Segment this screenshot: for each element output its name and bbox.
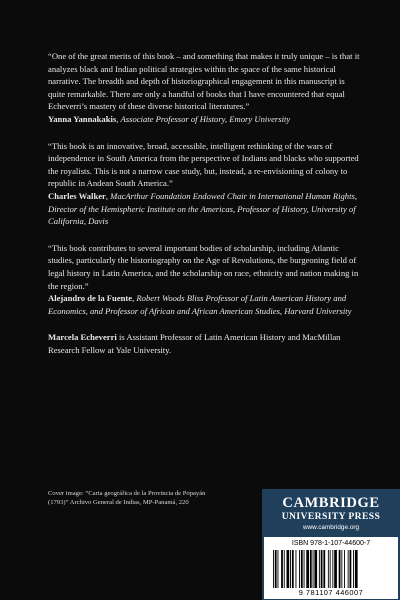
endorser-role: MacArthur Foundation Endowed Chair in International Human Rights, Director of the Hemispheric Institute on the Americas, Professor of History, University of California, Davis [48, 190, 357, 227]
isbn-barcode-panel [264, 537, 398, 599]
quote-attribution: Yanna Yannakakis, Associate Professor of History, Emory University [48, 113, 291, 124]
barcode-bar [341, 550, 342, 588]
barcode-bar [339, 550, 341, 588]
barcode-bar [344, 550, 345, 588]
barcode-bar [273, 550, 274, 588]
barcode-bar [284, 550, 285, 588]
barcode-bar [323, 550, 325, 588]
barcode-bar [319, 550, 320, 588]
endorsement-quote-2 [48, 140, 360, 228]
barcode-bar [355, 550, 358, 588]
barcode-bar [330, 550, 331, 588]
barcode-bar [353, 550, 354, 588]
endorser-name: Alejandro de la Fuente [48, 293, 133, 304]
author-name: Marcela Echeverri [48, 332, 117, 343]
barcode-bar [296, 550, 297, 588]
publisher-name: CAMBRIDGE [282, 495, 380, 511]
barcode-bar [350, 550, 352, 588]
barcode-bar [304, 550, 305, 588]
barcode-bar [275, 550, 277, 588]
publisher-url: www.cambridge.org [302, 524, 360, 531]
barcode-bar [292, 550, 294, 588]
endorser-name: Yanna Yannakakis [48, 113, 117, 124]
publisher-subtitle: UNIVERSITY PRESS [281, 511, 381, 522]
barcode-bar [313, 550, 314, 588]
barcode-bar [287, 550, 290, 588]
barcode-bar [281, 550, 283, 588]
quote-attribution: Charles Walker, MacArthur Foundation Endowed Chair in International Human Rights, Director of the Hemispheric Institute on the Americas, Professor of History, University of California, Davis [48, 190, 357, 227]
barcode-icon [272, 550, 390, 588]
endorser-name: Charles Walker [48, 190, 106, 201]
barcode-bar [332, 550, 333, 588]
barcode-digits: 9 781107 446007 [298, 588, 364, 597]
endorser-role: Robert Woods Bliss Professor of Latin American History and Economics, and Professor of African and African American Studies, Harvard University [48, 293, 352, 316]
barcode-bar [334, 550, 337, 588]
barcode-bar [314, 550, 317, 588]
quote-text: “One of the great merits of this book – and something that makes it truly unique – is that it analyzes black and Indian political strategies within the space of the same historical narrative. The breadth and depth of historiographical engagement in this manuscript is quite remarkable. There are only a handful of books that I have encountered that equal Echeverri’s mastery of these diverse historical literatures.” [48, 51, 360, 112]
barcode-bar [301, 550, 303, 588]
barcode-bar [348, 550, 349, 588]
endorser-role: Associate Professor of History, Emory University [120, 113, 291, 124]
author-bio-text: is Assistant Professor of Latin American History and MacMillan Research Fellow at Yale University. [48, 332, 341, 355]
barcode-bar [321, 550, 323, 588]
barcode-bar [306, 550, 309, 588]
endorsement-quote-1 [48, 50, 360, 126]
quote-attribution: Alejandro de la Fuente, Robert Woods Bliss Professor of Latin American History and Economics, and Professor of African and African American Studies, Harvard University [48, 293, 352, 316]
isbn-label: ISBN 978-1-107-44600-7 [291, 540, 371, 547]
back-cover-text [48, 50, 360, 356]
barcode-bar [278, 550, 279, 588]
publisher-block [262, 489, 400, 600]
quote-text: “This book is an innovative, broad, accessible, intelligent rethinking of the wars of independence in South America from the perspective of Indians and blacks who supported the royalists. This is not a narrow case study, but, instead, a re-envisioning of colony to republic in Andean South America.” [48, 140, 359, 189]
endorsement-quote-3 [48, 242, 360, 318]
barcode-bar [310, 550, 312, 588]
cover-image-credit: Cover image: “Carta geográfica de la Provincia de Popayán (1793)” Archivo General de Indias, MP-Panamá, 220 [48, 490, 206, 507]
barcode-bar [328, 550, 329, 588]
quote-text: “This book contributes to several important bodies of scholarship, including Atlantic studies, particularly the historiography on the Age of Revolutions, the burgeoning field of legal history in Latin America, and the scholarship on race, ethnicity and nation making in the region.” [48, 242, 359, 291]
author-bio [48, 331, 360, 356]
barcode-bar [299, 550, 300, 588]
barcode-bar [290, 550, 291, 588]
